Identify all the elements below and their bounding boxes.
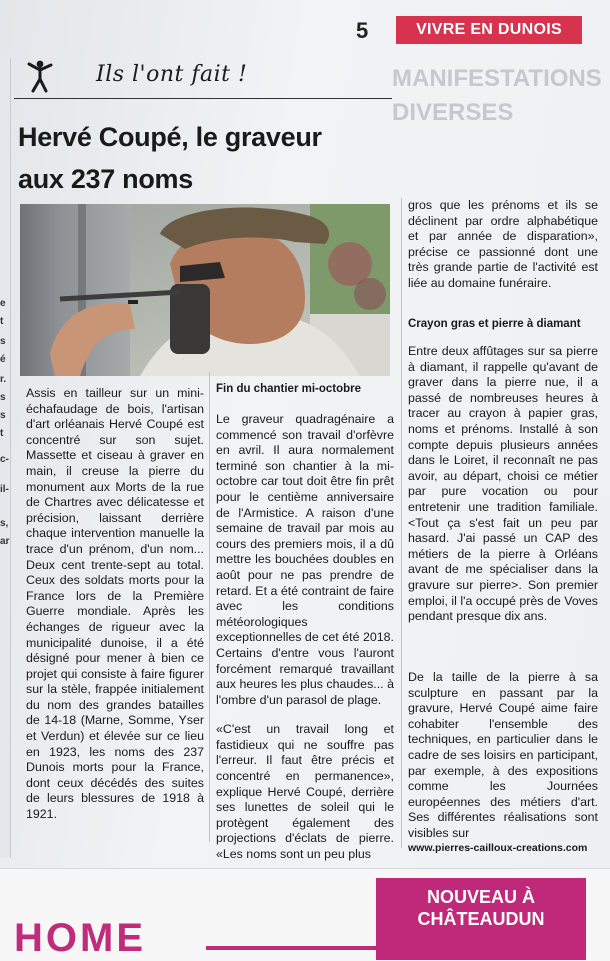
home-advert-title: HOME bbox=[14, 916, 146, 960]
column-2-subhead: Fin du chantier mi-octobre bbox=[216, 383, 362, 395]
column-divider bbox=[209, 372, 210, 842]
article-column-3-top bbox=[408, 198, 598, 292]
article-column-2 bbox=[216, 412, 394, 863]
ghost-title-2: DIVERSES bbox=[392, 99, 514, 126]
strip-letter: c- bbox=[0, 454, 9, 465]
strip-letter: t bbox=[0, 316, 4, 327]
article-paragraph: «C'est un travail long et fastidieux qui ne souffre pas l'erreur. Il faut être précis et concentré en permanence», explique Hervé Coupé, derrière ses lunettes de soleil qui le protègent également des projections d'éclats de pierre. «Les noms sont un peu plus bbox=[216, 722, 394, 862]
column-divider bbox=[401, 198, 402, 848]
article-paragraph: Assis en tailleur sur un mini-échafaudage de bois, l'artisan d'art orléanais Hervé Coupé est concentré sur son sujet. Massette et ciseau à graver en main, il creuse la pierre du monument aux Morts de la rue de Chartres avec délicatesse et précision, laissant derrière chaque intervention manuelle la trace d'un prénom, d'un nom... Deux cent trente-sept au total. Ceux des soldats morts pour la France lors de la Première Guerre mondiale. Après les échanges de rigueur avec la municipalité dunoise, il a été désigné pour mener à bien ce projet qui consiste à faire figurer sur la stèle, frappée initialement du nom des grandes batailles de 14-18 (Marne, Somme, Yser et Verdun) et élevée sur ce lieu en 1923, les noms des 237 Dunois morts pour la France, dont ceux décédés des suites de leurs blessures de 1918 à 1921. bbox=[26, 386, 204, 822]
article-column-3-middle bbox=[408, 344, 598, 625]
strip-letter: ar bbox=[0, 536, 10, 547]
strip-letter: e bbox=[0, 298, 6, 309]
promo-badge bbox=[376, 878, 586, 960]
column-3-subhead: Crayon gras et pierre à diamant bbox=[408, 318, 581, 330]
strip-letter: il- bbox=[0, 484, 9, 495]
strip-letter: é bbox=[0, 354, 6, 365]
kicker-underline bbox=[14, 98, 392, 99]
article-paragraph: gros que les prénoms et ils se déclinent par ordre alphabétique et par année de disparation», précise ce passionné dont une très grande partie de l'activité est liée au domaine funéraire. bbox=[408, 198, 598, 290]
website-link[interactable]: www.pierres-cailloux-creations.com bbox=[408, 841, 588, 854]
article-paragraph: Le graveur quadragénaire a commencé son travail d'orfèvre en avril. Il aura normalement terminé son chantier à la mi-octobre car tout doit être fin prêt pour le centième anniversaire de l'Armistice. A raison d'une semaine de travail par mois au cours des premiers mois, il a dû mettre les bouchées doubles en août pour ne pas prendre de retard. Et a été contraint de faire avec les conditions météorologiques exceptionnelles de cet été 2018. Certains d'entre vous l'auront forcément remarqué travaillant aux heures les plus chaudes... à l'ombre d'un parasol de plage. bbox=[216, 412, 394, 707]
article-paragraph: De la taille de la pierre à sa sculpture en passant par la gravure, Hervé Coupé aime faire cohabiter l'ensemble des techniques, en particulier dans le cadre de ses loisirs en participant, par exemple, à des expositions comme les Journées européennes des métiers d'art. Ses différentes réalisations sont visibles sur bbox=[408, 670, 598, 840]
strip-letter: s bbox=[0, 410, 6, 421]
home-advert-rule bbox=[206, 946, 376, 950]
strip-letter: s, bbox=[0, 518, 9, 529]
strip-letter: s bbox=[0, 336, 6, 347]
jumping-person-icon bbox=[24, 58, 56, 94]
article-column-3-bottom bbox=[408, 670, 598, 854]
article-column-1 bbox=[26, 386, 204, 823]
previous-article-strip bbox=[0, 58, 11, 858]
page-number: 5 bbox=[356, 18, 369, 43]
strip-letter: t bbox=[0, 428, 4, 439]
headline bbox=[18, 116, 398, 200]
strip-letter: r. bbox=[0, 374, 7, 385]
section-banner: VIVRE EN DUNOIS bbox=[396, 16, 582, 44]
kicker-title: Ils l'ont fait ! bbox=[96, 62, 248, 87]
article-paragraph: Entre deux affûtages sur sa pierre à diamant, il rappelle qu'avant de graver dans la pierre nue, il a passé de nombreuses heures à tracer au crayon à papier gras, noms et prénoms. Installé à son compte depuis plusieurs années dans le Loiret, il reconnaît ne pas avoir, au départ, choisi ce métier par pure vocation ou pour entretenir une tradition familiale. <Tout ça s'est fait un peu par hasard. J'ai passé un CAP des métiers de la pierre à Orléans avant de me spécialiser dans la gravure sur pierre>. Son premier emploi, il l'a occupé près de Voves pendant presque dix ans. bbox=[408, 344, 598, 624]
engraver-photo bbox=[20, 204, 390, 376]
promo-line-2: CHÂTEAUDUN bbox=[417, 909, 545, 929]
ghost-title-1: MANIFESTATIONS bbox=[392, 65, 602, 92]
promo-line-1: NOUVEAU À bbox=[426, 887, 535, 907]
strip-letter: s bbox=[0, 392, 6, 403]
faded-neighbour-column bbox=[392, 62, 610, 142]
headline-line-1: Hervé Coupé, le graveur bbox=[18, 122, 322, 152]
headline-line-2: aux 237 noms bbox=[18, 164, 193, 194]
